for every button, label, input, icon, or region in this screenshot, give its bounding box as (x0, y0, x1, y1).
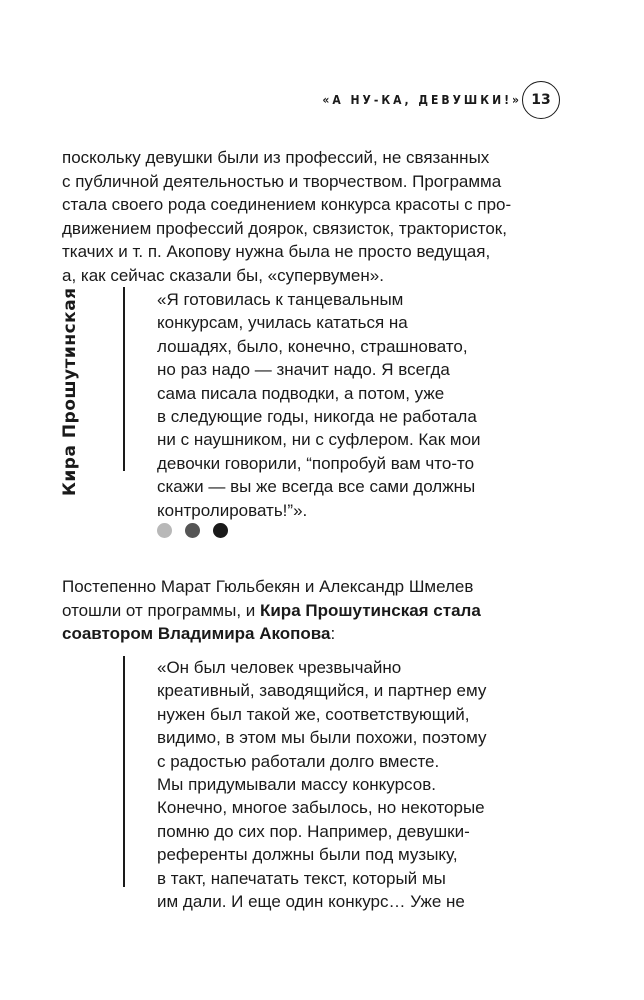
quote-line: скажи — вы же всегда все сами должны (157, 477, 476, 497)
paragraph-line: движением профессий доярок, связисток, трактористок, (62, 218, 507, 238)
quote-line: в такт, напечатать текст, который мы (157, 868, 446, 888)
section-separator (157, 523, 228, 538)
quote-line: Конечно, многое забылось, но некоторые (157, 798, 485, 818)
paragraph-line: стала своего рода соединением конкурса красоты с про- (62, 195, 512, 214)
paragraph-text: отошли от программы, и (62, 600, 260, 620)
second-paragraph (62, 575, 582, 646)
quote-line: «Я готовилась к танцевальным (157, 290, 404, 309)
paragraph-line: а, как сейчас сказали бы, «супервумен». (62, 265, 384, 285)
quote-line: креативный, заводящийся, и партнер ему (157, 681, 487, 701)
separator-dot-light (157, 523, 172, 538)
separator-dot-medium (185, 523, 200, 538)
quote-line: но раз надо — значит надо. Я всегда (157, 360, 450, 380)
quote-line: с радостью работали долго вместе. (157, 751, 440, 771)
page-number: 13 (531, 92, 551, 108)
quote-one (157, 288, 547, 522)
quote-line: лошадях, было, конечно, страшновато, (157, 336, 468, 356)
quote-rule (123, 287, 125, 471)
paragraph-line: ткачих и т. п. Акопову нужна была не просто ведущая, (62, 242, 491, 261)
emphasized-text: Кира Прошутинская стала (259, 600, 481, 620)
page-number-badge (522, 81, 560, 119)
paragraph-line (62, 599, 582, 623)
quote-two (157, 656, 547, 913)
quote-line: нужен был такой же, соответствующий, (157, 704, 470, 724)
paragraph-text: : (330, 624, 336, 643)
quote-line: ни с наушником, ни с суфлером. Как мои (157, 430, 481, 450)
quote-line: девочки говорили, “попробуй вам что-то (157, 453, 475, 473)
intro-paragraph (62, 146, 582, 287)
quote-line: референты должны были под музыку, (157, 845, 458, 865)
speaker-name-vertical: Кира Прошутинская (60, 287, 80, 496)
quote-line: видимо, в этом мы были похожи, поэтому (157, 728, 487, 748)
quote-line: «Он был человек чрезвычайно (157, 658, 402, 677)
separator-dot-dark (213, 523, 228, 538)
quote-line: контролировать!”». (157, 500, 308, 520)
quote-rule (123, 656, 125, 887)
paragraph-line: поскольку девушки были из профессий, не связанных (62, 148, 490, 167)
quote-line: Мы придумывали массу конкурсов. (157, 775, 436, 795)
quote-line: в следующие годы, никогда не работала (157, 407, 477, 427)
paragraph-line: с публичной деятельностью и творчеством. Программа (62, 171, 502, 191)
quote-line: помню до сих пор. Например, девушки- (157, 821, 470, 841)
paragraph-line: Постепенно Марат Гюльбекян и Александр Шмелев (62, 577, 474, 596)
emphasized-text: соавтором Владимира Акопова (62, 624, 331, 643)
paragraph-line (62, 622, 582, 646)
running-head-title: «А НУ-КА, ДЕВУШКИ!» (322, 93, 522, 107)
quote-line: им дали. И еще один конкурс… Уже не (157, 892, 465, 912)
quote-line: конкурсам, училась кататься на (157, 313, 408, 333)
quote-line: сама писала подводки, а потом, уже (157, 383, 445, 403)
